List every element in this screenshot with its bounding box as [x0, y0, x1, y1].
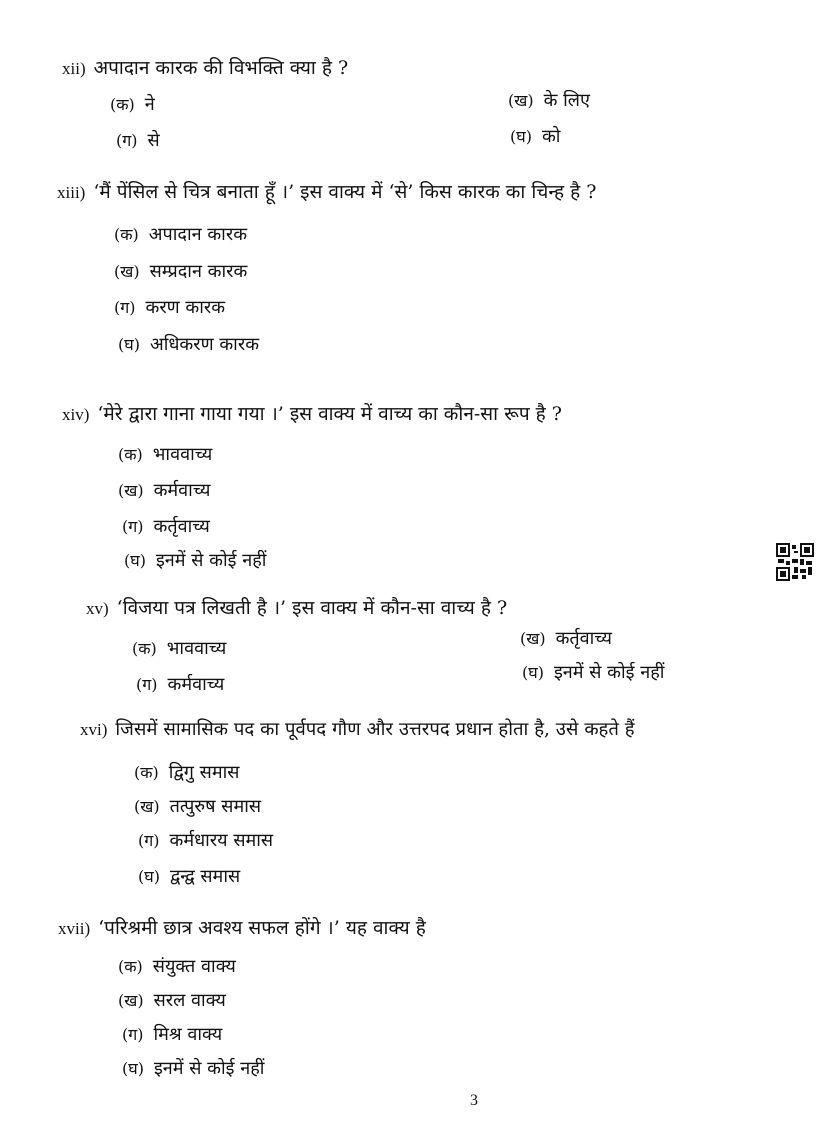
- option: [114, 295, 225, 319]
- option-label: (ख): [508, 91, 534, 110]
- option: [114, 222, 247, 246]
- option: [134, 760, 239, 784]
- option-text: इनमें से कोई नहीं: [153, 1058, 265, 1079]
- option-label: (क): [118, 445, 143, 464]
- option: [138, 828, 273, 852]
- option-text: से: [147, 130, 160, 151]
- question-text: अपादान कारक की विभक्ति क्या है ?: [93, 57, 349, 79]
- option: [132, 636, 226, 660]
- option: [116, 128, 160, 152]
- option-label: (घ): [118, 335, 140, 354]
- option-label: (ग): [116, 131, 138, 150]
- option: [122, 1056, 264, 1080]
- option: [118, 954, 236, 978]
- option-label: (क): [114, 225, 139, 244]
- option-label: (ख): [520, 629, 546, 648]
- question-text: जिसमें सामासिक पद का पूर्वपद गौण और उत्तरपद प्रधान होता है, उसे कहते हैं: [115, 719, 635, 740]
- option-text: कर्मधारय समास: [169, 830, 274, 851]
- option-text: कर्मवाच्य: [153, 480, 211, 501]
- option-label: (ग): [122, 517, 144, 536]
- question-14: [62, 400, 562, 426]
- option-text: अपादान कारक: [148, 224, 248, 245]
- page-number: 3: [470, 1092, 478, 1109]
- option: [510, 124, 560, 148]
- option-text: इनमें से कोई नहीं: [553, 662, 665, 683]
- question-number: xiv): [62, 405, 90, 424]
- option-text: संयुक्त वाक्य: [152, 956, 236, 977]
- question-text: ‘विजया पत्र लिखती है ।’ इस वाक्य में कौन-सा वाच्य है ?: [116, 597, 508, 619]
- option: [118, 478, 210, 502]
- option-text: के लिए: [543, 90, 590, 111]
- option-label: (घ): [138, 867, 160, 886]
- option-text: तत्पुरुष समास: [169, 796, 262, 817]
- option: [122, 1022, 222, 1046]
- option-label: (क): [132, 639, 157, 658]
- option-text: अधिकरण कारक: [149, 334, 260, 355]
- option-text: करण कारक: [145, 297, 226, 318]
- question-text: ‘मैं पेंसिल से चित्र बनाता हूँ ।’ इस वाक्य में ‘से’ किस कारक का चिन्ह है ?: [93, 181, 597, 203]
- option-label: (ग): [136, 675, 158, 694]
- question-number: xii): [62, 59, 86, 78]
- option: [122, 514, 210, 538]
- option-text: कर्मवाच्य: [167, 674, 225, 695]
- option-text: द्वन्द्व समास: [169, 866, 241, 887]
- option-label: (क): [118, 957, 143, 976]
- option-label: (घ): [522, 663, 544, 682]
- option-text: ने: [144, 94, 155, 115]
- option: [118, 988, 226, 1012]
- option-text: इनमें से कोई नहीं: [155, 550, 267, 571]
- option: [138, 864, 240, 888]
- option-label: (घ): [510, 127, 532, 146]
- question-number: xvi): [80, 720, 108, 739]
- option-text: सम्प्रदान कारक: [149, 261, 248, 282]
- option-label: (ख): [118, 481, 144, 500]
- option: [124, 548, 266, 572]
- option-label: (ख): [114, 262, 140, 281]
- option-text: कर्तृवाच्य: [153, 516, 210, 537]
- option: [508, 88, 590, 112]
- option-text: मिश्र वाक्य: [153, 1024, 223, 1045]
- question-number: xvii): [58, 919, 91, 938]
- question-15: [86, 594, 507, 620]
- question-16: [80, 716, 635, 741]
- question-13: [57, 178, 596, 204]
- option: [110, 92, 155, 116]
- option-text: भाववाच्य: [166, 638, 227, 659]
- option: [118, 442, 212, 466]
- question-text: ‘मेरे द्वारा गाना गाया गया ।’ इस वाक्य में वाच्य का कौन-सा रूप है ?: [97, 403, 562, 425]
- option-text: को: [541, 126, 561, 147]
- option-text: भाववाच्य: [152, 444, 213, 465]
- option-label: (ग): [114, 298, 136, 317]
- option-label: (क): [134, 763, 159, 782]
- option: [520, 626, 612, 650]
- option-label: (ग): [138, 831, 160, 850]
- option-label: (ख): [134, 797, 160, 816]
- option: [136, 672, 224, 696]
- option-label: (ग): [122, 1025, 144, 1044]
- option: [134, 794, 261, 818]
- question-number: xiii): [57, 183, 86, 202]
- option-label: (घ): [122, 1059, 144, 1078]
- option-text: सरल वाक्य: [153, 990, 226, 1011]
- option-label: (घ): [124, 551, 146, 570]
- option-label: (ख): [118, 991, 144, 1010]
- question-17: [58, 914, 426, 940]
- option-text: कर्तृवाच्य: [555, 628, 612, 649]
- question-number: xv): [86, 599, 109, 618]
- option-text: द्विगु समास: [168, 762, 240, 783]
- qr-code-icon: [776, 543, 814, 581]
- option: [118, 332, 259, 356]
- option-label: (क): [110, 95, 135, 114]
- question-12: [62, 54, 348, 80]
- question-text: ‘परिश्रमी छात्र अवश्य सफल होंगे ।’ यह वाक्य है: [98, 917, 426, 939]
- option: [522, 660, 664, 684]
- option: [114, 259, 247, 283]
